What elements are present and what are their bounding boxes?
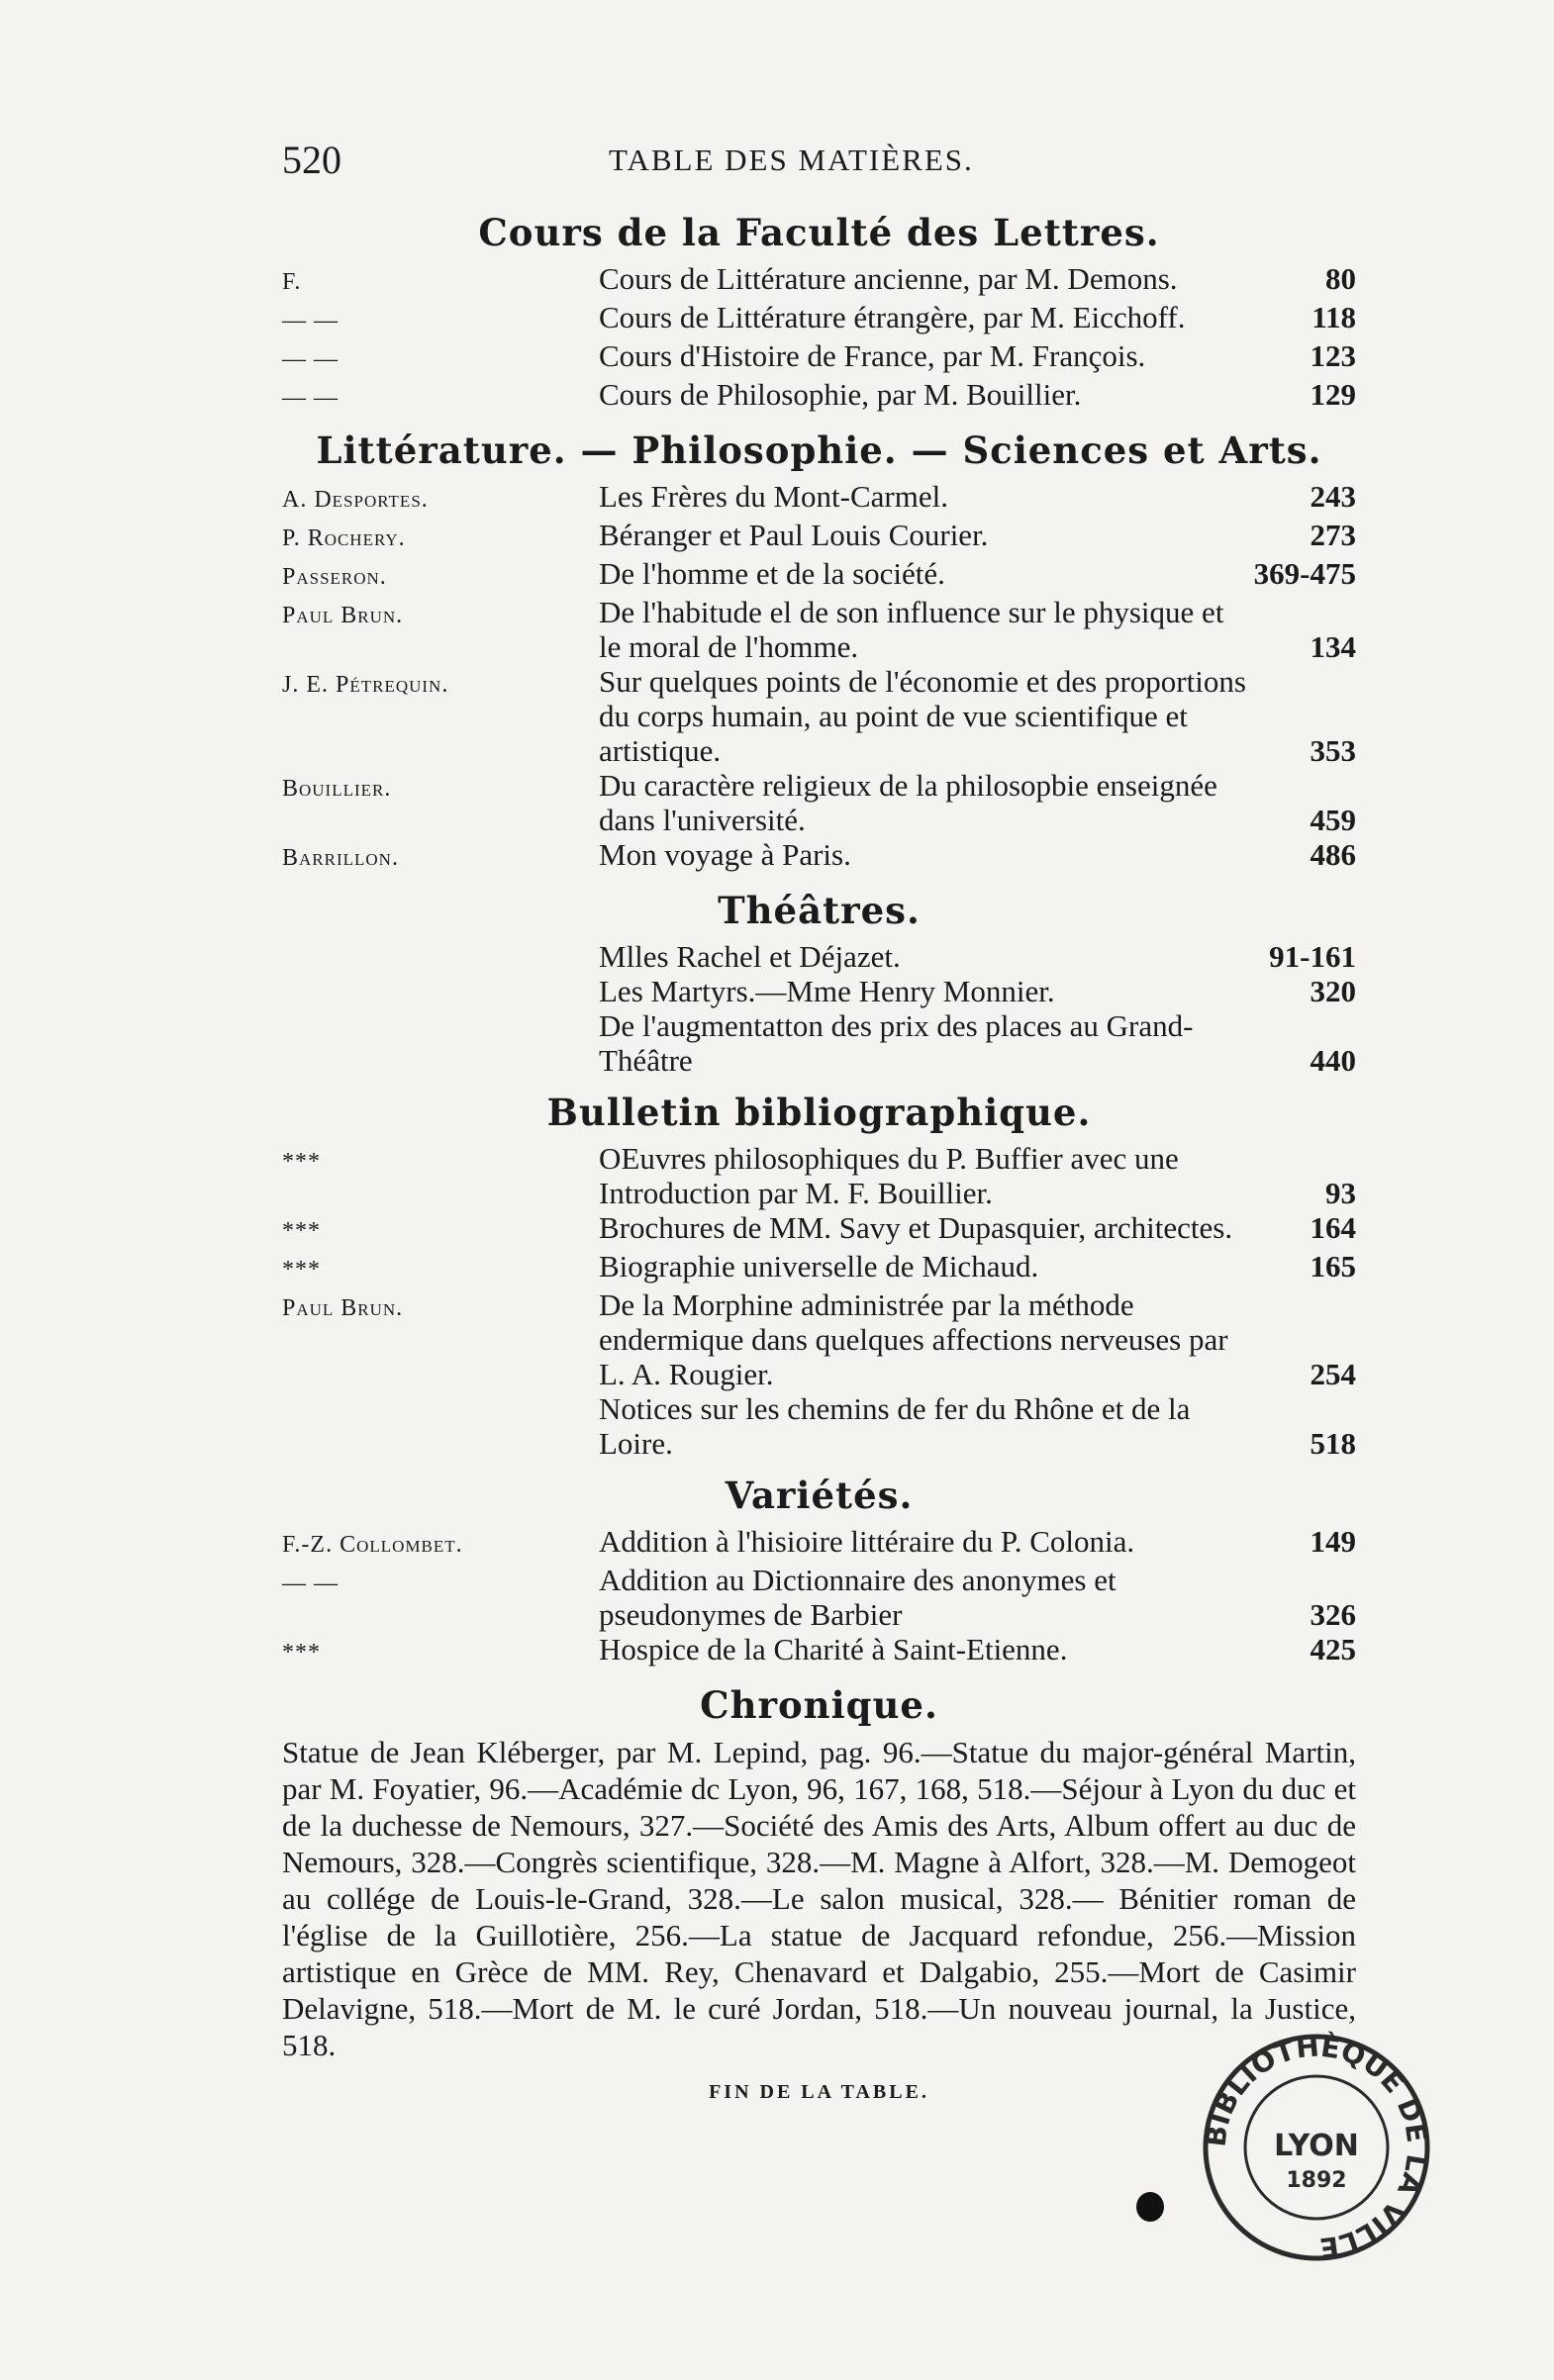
entry-title: De l'augmentatton des prix des places au Grand-Théâtre (599, 1008, 1194, 1078)
entry-title: Les Frères du Mont-Carmel. (599, 479, 948, 514)
entry-author: *** (282, 1640, 321, 1666)
entry-page: 369-475 (1253, 556, 1356, 591)
entry-title-column (599, 1141, 1356, 1210)
entry-title-column (599, 939, 1356, 974)
entry-author: *** (282, 1149, 321, 1175)
entry-author (282, 1391, 599, 1395)
end-of-table: FIN DE LA TABLE. (709, 2081, 929, 2103)
entry-title: Béranger et Paul Louis Courier. (599, 518, 989, 552)
toc-entry (282, 556, 1356, 595)
toc-entry (282, 1632, 1356, 1670)
toc-entry (282, 1391, 1356, 1461)
toc-entry (282, 479, 1356, 518)
entry-title: Les Martyrs.—Mme Henry Monnier. (599, 974, 1055, 1008)
entry-page: 440 (1310, 1043, 1356, 1078)
toc-entry (282, 664, 1356, 768)
toc-entry (282, 300, 1356, 338)
entry-page: 243 (1310, 479, 1356, 514)
stamp-year: 1892 (1286, 2168, 1347, 2193)
entry-title-column (599, 1524, 1356, 1559)
toc-entry (282, 974, 1356, 1008)
entry-page: 326 (1310, 1597, 1356, 1632)
toc-entry (282, 1249, 1356, 1287)
toc-entry (282, 377, 1356, 416)
entry-page: 486 (1310, 837, 1356, 872)
toc-entry (282, 1287, 1356, 1391)
entry-title: Cours d'Histoire de France, par M. François. (599, 338, 1146, 373)
toc-entry (282, 518, 1356, 556)
entry-title-column (599, 300, 1356, 334)
entry-author: Bouillier. (282, 776, 392, 802)
entry-author: — — (282, 1571, 339, 1596)
toc-entry (282, 1141, 1356, 1210)
entry-page: 273 (1310, 518, 1356, 552)
entry-title-column (599, 556, 1356, 591)
toc-entry (282, 261, 1356, 300)
stamp-city: LYON (1274, 2129, 1359, 2163)
toc-entry (282, 1210, 1356, 1249)
entry-author: — — (282, 308, 339, 333)
entry-page: 134 (1310, 629, 1356, 664)
toc-entry (282, 595, 1356, 664)
entry-title-column (599, 261, 1356, 296)
toc-entry (282, 338, 1356, 377)
page-header (282, 137, 1356, 186)
entry-title-column (599, 1249, 1356, 1284)
entry-author: F.-Z. Collombet. (282, 1532, 463, 1558)
entry-page: 518 (1310, 1426, 1356, 1461)
toc-entry (282, 1008, 1356, 1078)
entry-title: De l'homme et de la société. (599, 556, 945, 591)
entry-title: Cours de Philosophie, par M. Bouillier. (599, 377, 1082, 412)
toc-entry (282, 837, 1356, 876)
entry-title-column (599, 377, 1356, 412)
entry-title-column (599, 338, 1356, 373)
entry-author: P. Rochery. (282, 525, 406, 551)
toc-section (282, 888, 1356, 1078)
entry-title: Mlles Rachel et Déjazet. (599, 939, 901, 974)
entry-title-column (599, 974, 1356, 1008)
entry-title: OEuvres philosophiques du P. Buffier avec une Introduction par M. F. Bouillier. (599, 1141, 1179, 1210)
entry-author: A. Desportes. (282, 487, 429, 513)
entry-title: Notices sur les chemins de fer du Rhône et de la Loire. (599, 1391, 1191, 1461)
entry-title: Cours de Littérature étrangère, par M. Eicchoff. (599, 300, 1186, 334)
entry-title: Hospice de la Charité à Saint-Etienne. (599, 1632, 1068, 1666)
entry-author: *** (282, 1257, 321, 1283)
entry-author: F. (282, 269, 302, 295)
entry-title: Addition au Dictionnaire des anonymes et pseudonymes de Barbier (599, 1563, 1117, 1632)
entry-page: 425 (1310, 1632, 1356, 1666)
toc-section (282, 210, 1356, 416)
section-title: Théâtres. (718, 889, 921, 932)
toc-section (282, 1682, 1356, 2104)
toc-entry (282, 768, 1356, 837)
entry-page: 254 (1310, 1357, 1356, 1391)
entry-title: Cours de Littérature ancienne, par M. Demons. (599, 261, 1178, 296)
entry-title: De la Morphine administrée par la méthode endermique dans quelques affections nerveuses par L. A. Rougier. (599, 1287, 1228, 1391)
entry-page: 164 (1310, 1210, 1356, 1245)
entry-title: Biographie universelle de Michaud. (599, 1249, 1039, 1284)
entry-title-column (599, 837, 1356, 872)
entry-title-column (599, 1632, 1356, 1666)
entry-author: — — (282, 385, 339, 411)
page-number: 520 (282, 138, 341, 182)
entry-title-column (599, 518, 1356, 552)
entry-author: Paul Brun. (282, 603, 404, 628)
entry-page: 459 (1310, 803, 1356, 837)
entry-title-column (599, 595, 1356, 664)
entry-page: 165 (1310, 1249, 1356, 1284)
section-title: Bulletin bibliographique. (546, 1091, 1092, 1134)
entry-title: Du caractère religieux de la philosopbie enseignée dans l'université. (599, 768, 1217, 837)
entry-page: 320 (1310, 974, 1356, 1008)
section-title: Littérature. — Philosophie. — Sciences et Arts. (316, 428, 1322, 472)
running-title: TABLE DES MATIÈRES. (609, 143, 974, 177)
entry-title: Addition à l'hisioire littéraire du P. Colonia. (599, 1524, 1135, 1559)
entry-title-column (599, 1287, 1356, 1391)
section-title: Variétés. (725, 1474, 914, 1517)
section-title: Chronique. (700, 1683, 938, 1727)
stamp-ring-text: BIBLIOTHÈQUE DE LA VILLE (1199, 2030, 1434, 2265)
chronique-text: Statue de Jean Kléberger, par M. Lepind, pag. 96.—Statue du major-général Martin, par M. Foyatier, 96.—Académie dc Lyon, 96, 167, 168, 518.—Séjour à Lyon du duc et de la duchesse de Nemours, 327.—Société des Amis des Arts, Album offert au duc de Nemours, 328.—Congrès scientifique, 328.—M. Magne à Alfort, 328.—M. Demogeot au collége de Louis-le-Grand, 328.—Le salon musical, 328.— Bénitier roman de l'église de la Guillotière, 256.—La statue de Jacquard refondue, 256.—Mission artistique en Grèce de MM. Rey, Chenavard et Dalgabio, 255.—Mort de Casimir Delavigne, 518.—Mort de M. le curé Jordan, 518.—Un nouveau journal, la Justice, 518. (282, 1735, 1356, 2062)
entry-author: *** (282, 1218, 321, 1244)
toc-section (282, 428, 1356, 876)
ink-dot (1136, 2192, 1164, 2222)
library-stamp-icon (1198, 2029, 1435, 2266)
entry-page: 80 (1325, 261, 1356, 296)
entry-title-column (599, 479, 1356, 514)
entry-title-column (599, 1210, 1356, 1245)
entry-title-column (599, 1391, 1356, 1461)
entry-page: 149 (1310, 1524, 1356, 1559)
toc-entry (282, 939, 1356, 974)
entry-page: 91-161 (1269, 939, 1356, 974)
entry-title-column (599, 664, 1356, 768)
entry-title-column (599, 1563, 1356, 1632)
toc-entry (282, 1563, 1356, 1632)
entry-title-column (599, 1008, 1356, 1078)
entry-title: De l'habitude el de son influence sur le physique et le moral de l'homme. (599, 595, 1224, 664)
entry-page: 129 (1310, 377, 1356, 412)
entry-page: 93 (1325, 1176, 1356, 1210)
table-of-contents (282, 198, 1356, 2104)
entry-title: Brochures de MM. Savy et Dupasquier, architectes. (599, 1210, 1233, 1245)
toc-entry (282, 1524, 1356, 1563)
entry-author: Barrillon. (282, 845, 399, 871)
entry-page: 123 (1310, 338, 1356, 373)
entry-author: Passeron. (282, 564, 387, 590)
toc-section (282, 1473, 1356, 1670)
entry-author: — — (282, 346, 339, 372)
entry-page: 353 (1310, 733, 1356, 768)
entry-author (282, 939, 599, 943)
entry-author (282, 974, 599, 978)
entry-title-column (599, 768, 1356, 837)
entry-author: J. E. Pétrequin. (282, 672, 449, 698)
section-title: Cours de la Faculté des Lettres. (478, 211, 1160, 254)
entry-title: Mon voyage à Paris. (599, 837, 851, 872)
entry-title: Sur quelques points de l'économie et des proportions du corps humain, au point de vue scientifique et artistique. (599, 664, 1246, 768)
entry-page: 118 (1311, 300, 1356, 334)
toc-section (282, 1090, 1356, 1461)
entry-author: Paul Brun. (282, 1295, 404, 1321)
entry-author (282, 1008, 599, 1012)
